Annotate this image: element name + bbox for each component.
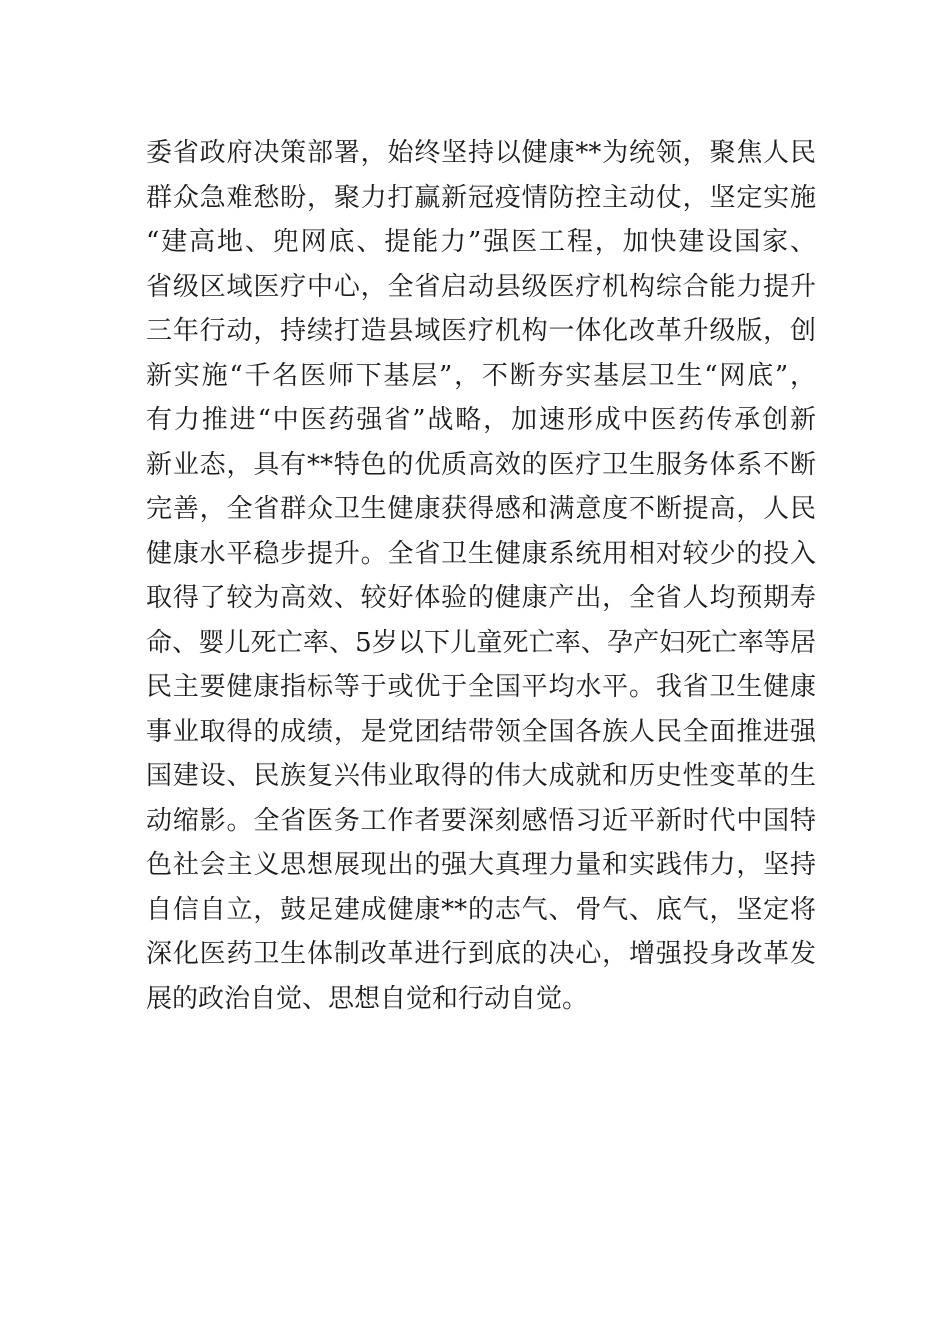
text-line: 群众急难愁盼，聚力打赢新冠疫情防控主动仗，坚定实施 [146,182,816,213]
body-paragraph [146,131,816,1021]
text-line-last: 展的政治自觉、思想自觉和行动自觉。 [146,983,589,1014]
text-line: 有力推进“中医药强省”战略，加速形成中医药传承创新 [146,405,816,435]
text-line: 动缩影。全省医务工作者要深刻感悟习近平新时代中国特 [146,805,816,836]
text-line: 国建设、民族复兴伟业取得的伟大成就和历史性变革的生 [146,761,816,791]
text-line: 完善，全省群众卫生健康获得感和满意度不断提高，人民 [146,494,816,524]
text-line: 三年行动，持续打造县域医疗机构一体化改革升级版，创 [146,316,816,346]
text-line: 新实施“千名医师下基层”，不断夯实基层卫生“网底”， [146,360,816,391]
text-line: 健康水平稳步提升。全省卫生健康系统用相对较少的投入 [146,538,816,569]
text-line: 民主要健康指标等于或优于全国平均水平。我省卫生健康 [146,672,816,702]
text-line: 取得了较为高效、较好体验的健康产出，全省人均预期寿 [146,583,816,613]
text-line: 自信自立，鼓足建成健康**的志气、骨气、底气，坚定将 [146,894,816,925]
text-line: “建高地、兜网底、提能力”强医工程，加快建设国家、 [146,227,816,257]
text-line: 省级区域医疗中心，全省启动县级医疗机构综合能力提升 [146,271,816,302]
text-line: 命、婴儿死亡率、5岁以下儿童死亡率、孕产妇死亡率等居 [146,627,816,658]
text-line: 委省政府决策部署，始终坚持以健康**为统领，聚焦人民 [146,138,816,168]
text-line: 事业取得的成绩，是党团结带领全国各族人民全面推进强 [146,716,816,747]
text-line: 深化医药卫生体制改革进行到底的决心，增强投身改革发 [146,939,816,969]
text-line: 新业态，具有**特色的优质高效的医疗卫生服务体系不断 [146,449,816,480]
text-line: 色社会主义思想展现出的强大真理力量和实践伟力，坚持 [146,850,816,880]
